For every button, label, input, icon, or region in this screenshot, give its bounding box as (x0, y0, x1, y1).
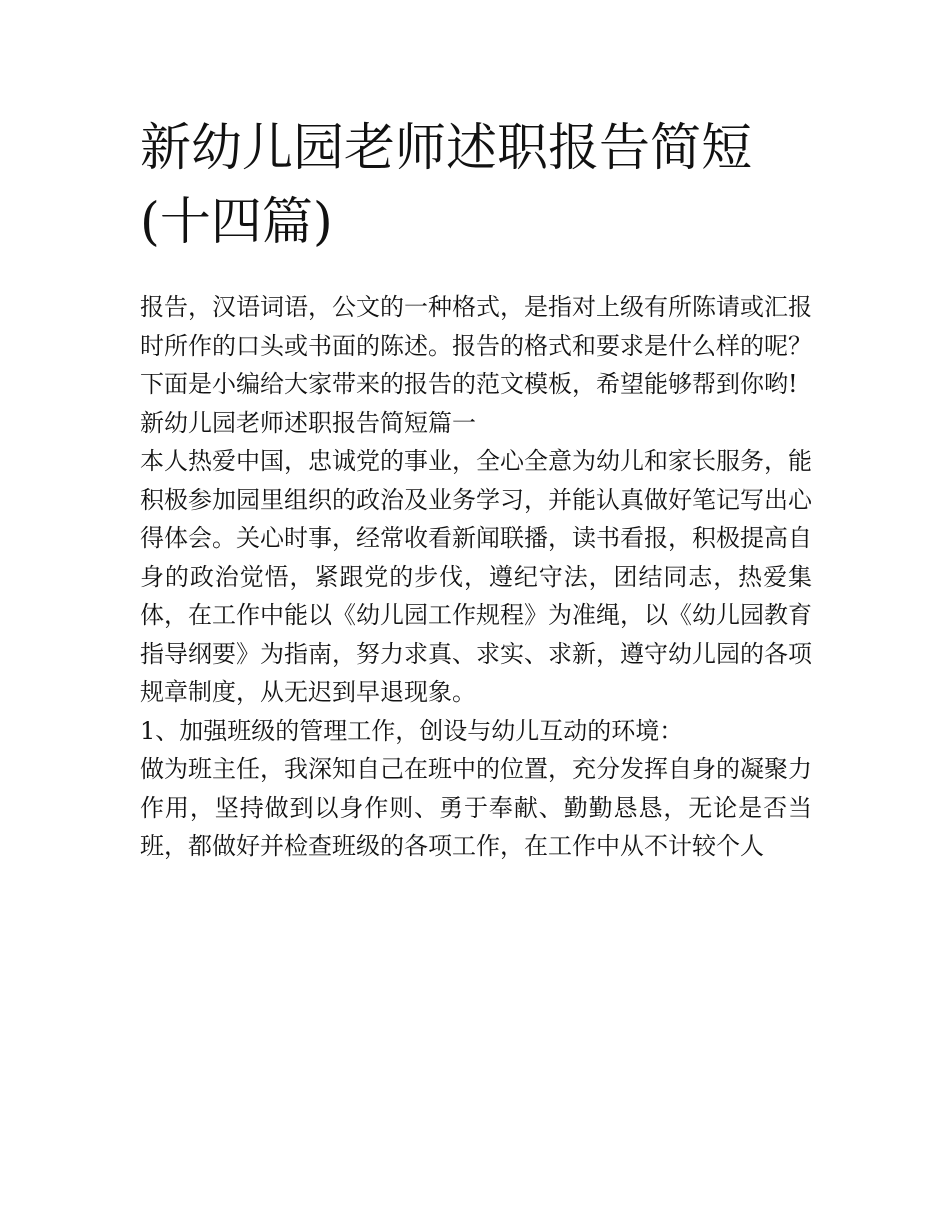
intro-paragraph: 报告，汉语词语，公文的一种格式，是指对上级有所陈请或汇报时所作的口头或书面的陈述。报告的格式和要求是什么样的呢？下面是小编给大家带来的报告的范文模板，希望能够帮到你哟! (140, 293, 812, 398)
list-item-heading: 1、加强班级的管理工作，创设与幼儿互动的环境： (140, 716, 684, 745)
document-body (140, 112, 812, 866)
body-paragraph: 本人热爱中国，忠诚党的事业，全心全意为幼儿和家长服务，能积极参加园里组织的政治及业务学习，并能认真做好笔记写出心得体会。关心时事，经常收看新闻联播，读书看报，积极提高自身的政治觉悟，紧跟党的步伐，遵纪守法，团结同志，热爱集体，在工作中能以《幼儿园工作规程》为准绳，以《幼儿园教育指导纲要》为指南，努力求真、求实、求新，遵守幼儿园的各项规章制度，从无迟到早退现象。 (140, 447, 812, 706)
body-paragraph: 做为班主任，我深知自己在班中的位置，充分发挥自身的凝聚力作用，坚持做到以身作则、勇于奉献、勤勤恳恳，无论是否当班，都做好并检查班级的各项工作，在工作中从不计较个人 (140, 755, 812, 860)
section-heading: 新幼儿园老师述职报告简短篇一 (140, 408, 476, 437)
document-title: 新幼儿园老师述职报告简短(十四篇) (140, 119, 753, 252)
